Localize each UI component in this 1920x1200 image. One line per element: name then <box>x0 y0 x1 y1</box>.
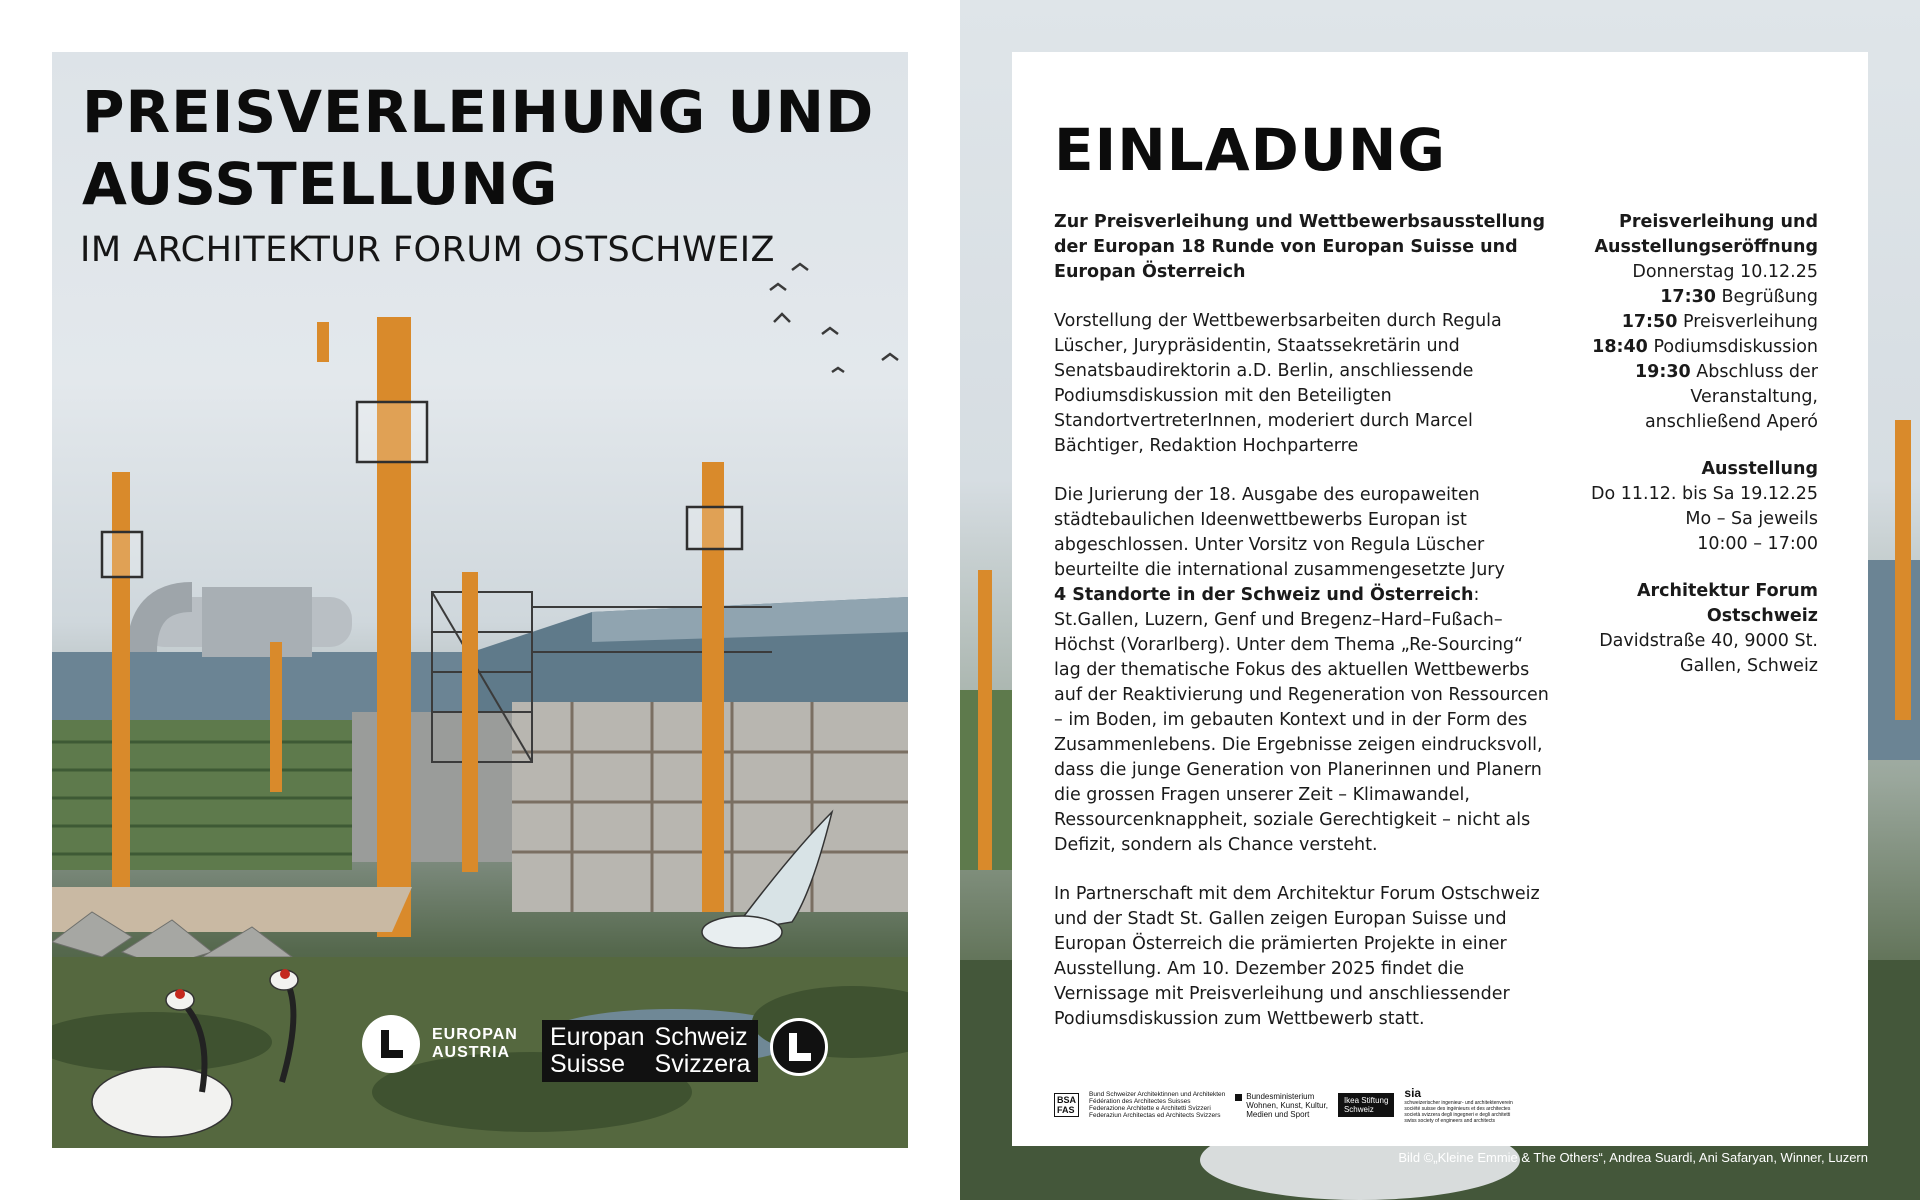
schedule-label: Podiumsdiskussion <box>1653 337 1818 357</box>
invitation-paragraph-1: Vorstellung der Wettbewerbsarbeiten durch Regula Lüscher, Jurypräsidentin, Staatssekretärin und Senatsbaudirektorin a.D. Berlin, anschliessende Podiumsdiskussion mit den Beteiligten StandortvertreterInnen, moderiert durch Marcel Bächtiger, Redaktion Hochparterre <box>1054 311 1502 456</box>
paragraph-2-start: Die Jurierung der 18. Ausgabe des europaweiten städtebaulichen Ideenwettbewerbs Europan ist abgeschlossen. Unter Vorsitz von Regula Lüscher beurteilte die international zusammengesetzte Jury <box>1054 485 1505 580</box>
paragraph-2-highlight: 4 Standorte in der Schweiz und Österreich <box>1054 585 1474 605</box>
schedule-time: 18:40 <box>1592 337 1648 357</box>
venue-heading-line2: Ostschweiz <box>1706 606 1818 626</box>
bmk-line3: Medien und Sport <box>1246 1109 1310 1119</box>
venue-block <box>1578 579 1818 679</box>
sponsor-logos <box>1054 1086 1513 1124</box>
exhibition-dates: Do 11.12. bis Sa 19.12.25 <box>1591 484 1818 504</box>
schedule-date: Donnerstag 10.12.25 <box>1632 262 1818 282</box>
schedule-label: Preisverleihung <box>1683 312 1818 332</box>
bsa-name-line1: Bund Schweizer Architektinnen und Architekten <box>1089 1091 1226 1098</box>
austrian-flag-icon <box>1235 1094 1242 1101</box>
bsa-name-line3: Federazione Architette e Architetti Svizzeri <box>1089 1105 1211 1112</box>
europan-schweiz-logo <box>542 1020 758 1082</box>
bsa-name-line4: Federaziun Architectas ed Architects Svizzers <box>1089 1112 1221 1119</box>
invitation-lead: Zur Preisverleihung und Wettbewerbsausstellung der Europan 18 Runde von Europan Suisse und Europan Österreich <box>1054 212 1545 282</box>
ikea-stiftung-logo <box>1338 1093 1394 1117</box>
exhibition-block <box>1578 457 1818 557</box>
sia-line3: società svizzera degli ingegneri e degli architetti <box>1404 1112 1511 1118</box>
poster-title-line2: AUSSTELLUNG <box>82 150 559 218</box>
sia-name: sia <box>1404 1086 1422 1100</box>
bmk-line1: Bundesministerium <box>1246 1091 1315 1101</box>
schedule-time: 17:30 <box>1660 287 1716 307</box>
schedule-label: Abschluss der <box>1696 362 1818 382</box>
fas-abbr: FAS <box>1057 1105 1075 1115</box>
bsa-fas-logo <box>1054 1093 1079 1117</box>
ikea-line1: Ikea Stiftung <box>1343 1096 1389 1105</box>
schedule-heading-line2: Ausstellungseröffnung <box>1594 237 1818 257</box>
logo-schweiz-d: Svizzera <box>654 1050 751 1078</box>
exhibition-days: Mo – Sa jeweils <box>1685 509 1818 529</box>
venue-heading-line1: Architektur Forum <box>1636 581 1818 601</box>
schedule-item <box>1578 285 1818 310</box>
logo-austria-line1: EUROPAN <box>432 1026 518 1043</box>
invitation-title: EINLADUNG <box>1054 116 1446 184</box>
bsa-abbr: BSA <box>1057 1095 1077 1105</box>
logo-austria-line2: AUSTRIA <box>432 1044 511 1061</box>
venue-address-line1: Davidstraße 40, 9000 St. <box>1599 631 1818 651</box>
europan-schweiz-logo-icon <box>770 1018 828 1076</box>
invitation-paragraph-3: In Partnerschaft mit dem Architektur Forum Ostschweiz und der Stadt St. Gallen zeigen Europan Suisse und Europan Österreich die prämierten Projekte in einer Ausstellung. Am 10. Dezember 2025 findet die Vernissage mit Preisverleihung und anschliessender Podiumsdiskussion zum Wettbewerb statt. <box>1054 884 1540 1029</box>
ikea-line2: Schweiz <box>1343 1105 1374 1114</box>
poster-subtitle: IM ARCHITEKTUR FORUM OSTSCHWEIZ <box>80 230 775 270</box>
exhibition-hours: 10:00 – 17:00 <box>1697 534 1818 554</box>
sia-logo <box>1404 1086 1512 1124</box>
schedule-heading-line1: Preisverleihung und <box>1619 212 1818 232</box>
schedule-time: 17:50 <box>1621 312 1678 332</box>
schedule-item <box>1578 360 1818 385</box>
bmk-line2: Wohnen, Kunst, Kultur, <box>1246 1100 1328 1110</box>
venue-address-line2: Gallen, Schweiz <box>1680 656 1818 676</box>
schedule-item <box>1578 310 1818 335</box>
poster-panel <box>52 52 908 1148</box>
paragraph-2-end: : St.Gallen, Luzern, Genf und Bregenz–Hard–Fußach–Höchst (Vorarlberg). Unter dem Thema „Re-Sourcing“ lag der thematische Fokus des aktuellen Wettbewerbs auf der Reaktivierung und Regeneration von Ressourcen – im Boden, im gebauten Kontext und in der Form des Zusammenlebens. Die Ergebnisse zeigen eindrucksvoll, dass die junge Generation von Planerinnen und Planern die grossen Fragen unserer Zeit – Klimawandel, Ressourcenknappheit, soziale Gerechtigkeit – nicht als Defizit, sondern als Chance versteht. <box>1054 585 1549 855</box>
schedule-time: 19:30 <box>1634 362 1691 382</box>
sia-line1: schweizerischer ingenieur- und architektenverein <box>1404 1100 1513 1106</box>
logo-schweiz-b: Schweiz <box>654 1023 748 1051</box>
schedule-block <box>1578 210 1818 435</box>
bundesministerium-logo <box>1235 1092 1328 1119</box>
europan-austria-logo <box>362 1015 518 1073</box>
poster-title <box>82 76 874 220</box>
event-info-column <box>1578 210 1818 701</box>
invitation-paragraph-2 <box>1054 483 1554 858</box>
sia-line4: swiss society of engineers and architects <box>1404 1118 1496 1124</box>
bsa-fas-names <box>1089 1091 1225 1119</box>
logo-schweiz-c: Suisse <box>550 1050 626 1078</box>
invitation-body <box>1054 210 1554 1056</box>
schedule-item <box>1578 335 1818 360</box>
exhibition-heading: Ausstellung <box>1701 459 1818 479</box>
invitation-card <box>1012 52 1868 1146</box>
logo-schweiz-a: Europan <box>550 1023 645 1051</box>
schedule-close-line1: Veranstaltung, <box>1690 387 1818 407</box>
schedule-close-line2: anschließend Aperó <box>1644 412 1818 432</box>
sia-line2: société suisse des ingénieurs et des architectes <box>1404 1106 1511 1112</box>
image-credit: Bild ©„Kleine Emmie & The Others“, Andrea Suardi, Ani Safaryan, Winner, Luzern <box>1398 1150 1868 1165</box>
europan-logo-icon <box>362 1015 420 1073</box>
poster-title-line1: PREISVERLEIHUNG UND <box>82 78 875 146</box>
bsa-name-line2: Fédération des Architectes Suisses <box>1089 1098 1191 1105</box>
schedule-label: Begrüßung <box>1721 287 1818 307</box>
